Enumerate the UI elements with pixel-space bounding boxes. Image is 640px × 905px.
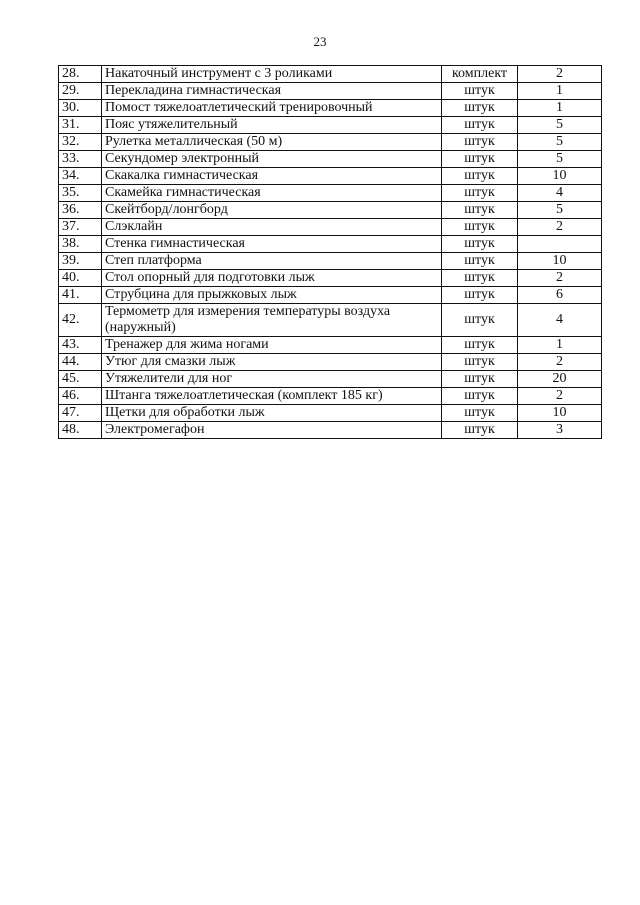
row-number: 44. [59, 354, 102, 371]
quantity: 1 [518, 337, 602, 354]
row-number: 38. [59, 236, 102, 253]
unit-of-measure: штук [442, 253, 518, 270]
item-name: Скакалка гимнастическая [102, 168, 442, 185]
unit-of-measure: штук [442, 236, 518, 253]
item-name: Штанга тяжелоатлетическая (комплект 185 кг) [102, 388, 442, 405]
row-number: 29. [59, 83, 102, 100]
unit-of-measure: штук [442, 117, 518, 134]
row-number: 30. [59, 100, 102, 117]
table-row [59, 422, 602, 439]
table-row [59, 337, 602, 354]
unit-of-measure: штук [442, 202, 518, 219]
unit-of-measure: штук [442, 100, 518, 117]
item-name: Степ платформа [102, 253, 442, 270]
unit-of-measure: штук [442, 405, 518, 422]
quantity: 2 [518, 388, 602, 405]
table-row [59, 304, 602, 337]
equipment-table-body [59, 66, 602, 439]
unit-of-measure: штук [442, 337, 518, 354]
quantity: 2 [518, 66, 602, 83]
item-name: Электромегафон [102, 422, 442, 439]
unit-of-measure: штук [442, 270, 518, 287]
quantity: 20 [518, 371, 602, 388]
table-row [59, 185, 602, 202]
item-name: Помост тяжелоатлетический тренировочный [102, 100, 442, 117]
item-name: Стенка гимнастическая [102, 236, 442, 253]
unit-of-measure: штук [442, 83, 518, 100]
item-name: Утюг для смазки лыж [102, 354, 442, 371]
item-name: Накаточный инструмент с 3 роликами [102, 66, 442, 83]
row-number: 42. [59, 304, 102, 337]
row-number: 41. [59, 287, 102, 304]
table-row [59, 83, 602, 100]
row-number: 36. [59, 202, 102, 219]
item-name: Секундомер электронный [102, 151, 442, 168]
table-row [59, 219, 602, 236]
item-name: Струбцина для прыжковых лыж [102, 287, 442, 304]
quantity: 2 [518, 270, 602, 287]
item-name: Перекладина гимнастическая [102, 83, 442, 100]
item-name: Пояс утяжелительный [102, 117, 442, 134]
quantity: 5 [518, 117, 602, 134]
item-name: Скейтборд/лонгборд [102, 202, 442, 219]
quantity: 3 [518, 422, 602, 439]
row-number: 34. [59, 168, 102, 185]
unit-of-measure: штук [442, 168, 518, 185]
page-number: 23 [313, 34, 327, 49]
unit-of-measure: штук [442, 371, 518, 388]
quantity: 10 [518, 405, 602, 422]
unit-of-measure: штук [442, 422, 518, 439]
quantity: 1 [518, 83, 602, 100]
equipment-table [58, 65, 602, 439]
table-row [59, 66, 602, 83]
table-row [59, 168, 602, 185]
row-number: 31. [59, 117, 102, 134]
table-row [59, 371, 602, 388]
table-row [59, 388, 602, 405]
row-number: 45. [59, 371, 102, 388]
row-number: 28. [59, 66, 102, 83]
quantity: 10 [518, 168, 602, 185]
item-name: Рулетка металлическая (50 м) [102, 134, 442, 151]
quantity: 4 [518, 304, 602, 337]
row-number: 46. [59, 388, 102, 405]
unit-of-measure: штук [442, 354, 518, 371]
item-name: Термометр для измерения температуры воздуха (наружный) [102, 304, 442, 337]
quantity [518, 236, 602, 253]
unit-of-measure: штук [442, 134, 518, 151]
row-number: 39. [59, 253, 102, 270]
quantity: 2 [518, 219, 602, 236]
row-number: 35. [59, 185, 102, 202]
unit-of-measure: штук [442, 388, 518, 405]
row-number: 43. [59, 337, 102, 354]
item-name: Тренажер для жима ногами [102, 337, 442, 354]
quantity: 4 [518, 185, 602, 202]
item-name: Стол опорный для подготовки лыж [102, 270, 442, 287]
table-row [59, 100, 602, 117]
quantity: 10 [518, 253, 602, 270]
unit-of-measure: штук [442, 185, 518, 202]
unit-of-measure: штук [442, 287, 518, 304]
table-row [59, 236, 602, 253]
table-row [59, 287, 602, 304]
quantity: 6 [518, 287, 602, 304]
table-row [59, 134, 602, 151]
row-number: 32. [59, 134, 102, 151]
quantity: 5 [518, 134, 602, 151]
quantity: 2 [518, 354, 602, 371]
item-name: Утяжелители для ног [102, 371, 442, 388]
table-row [59, 151, 602, 168]
table-row [59, 253, 602, 270]
item-name: Скамейка гимнастическая [102, 185, 442, 202]
table-row [59, 405, 602, 422]
table-row [59, 202, 602, 219]
row-number: 40. [59, 270, 102, 287]
unit-of-measure: комплект [442, 66, 518, 83]
table-row [59, 117, 602, 134]
item-name: Щетки для обработки лыж [102, 405, 442, 422]
unit-of-measure: штук [442, 219, 518, 236]
table-row [59, 354, 602, 371]
unit-of-measure: штук [442, 304, 518, 337]
table-row [59, 270, 602, 287]
quantity: 1 [518, 100, 602, 117]
row-number: 33. [59, 151, 102, 168]
unit-of-measure: штук [442, 151, 518, 168]
quantity: 5 [518, 151, 602, 168]
row-number: 37. [59, 219, 102, 236]
item-name: Слэклайн [102, 219, 442, 236]
row-number: 48. [59, 422, 102, 439]
row-number: 47. [59, 405, 102, 422]
quantity: 5 [518, 202, 602, 219]
